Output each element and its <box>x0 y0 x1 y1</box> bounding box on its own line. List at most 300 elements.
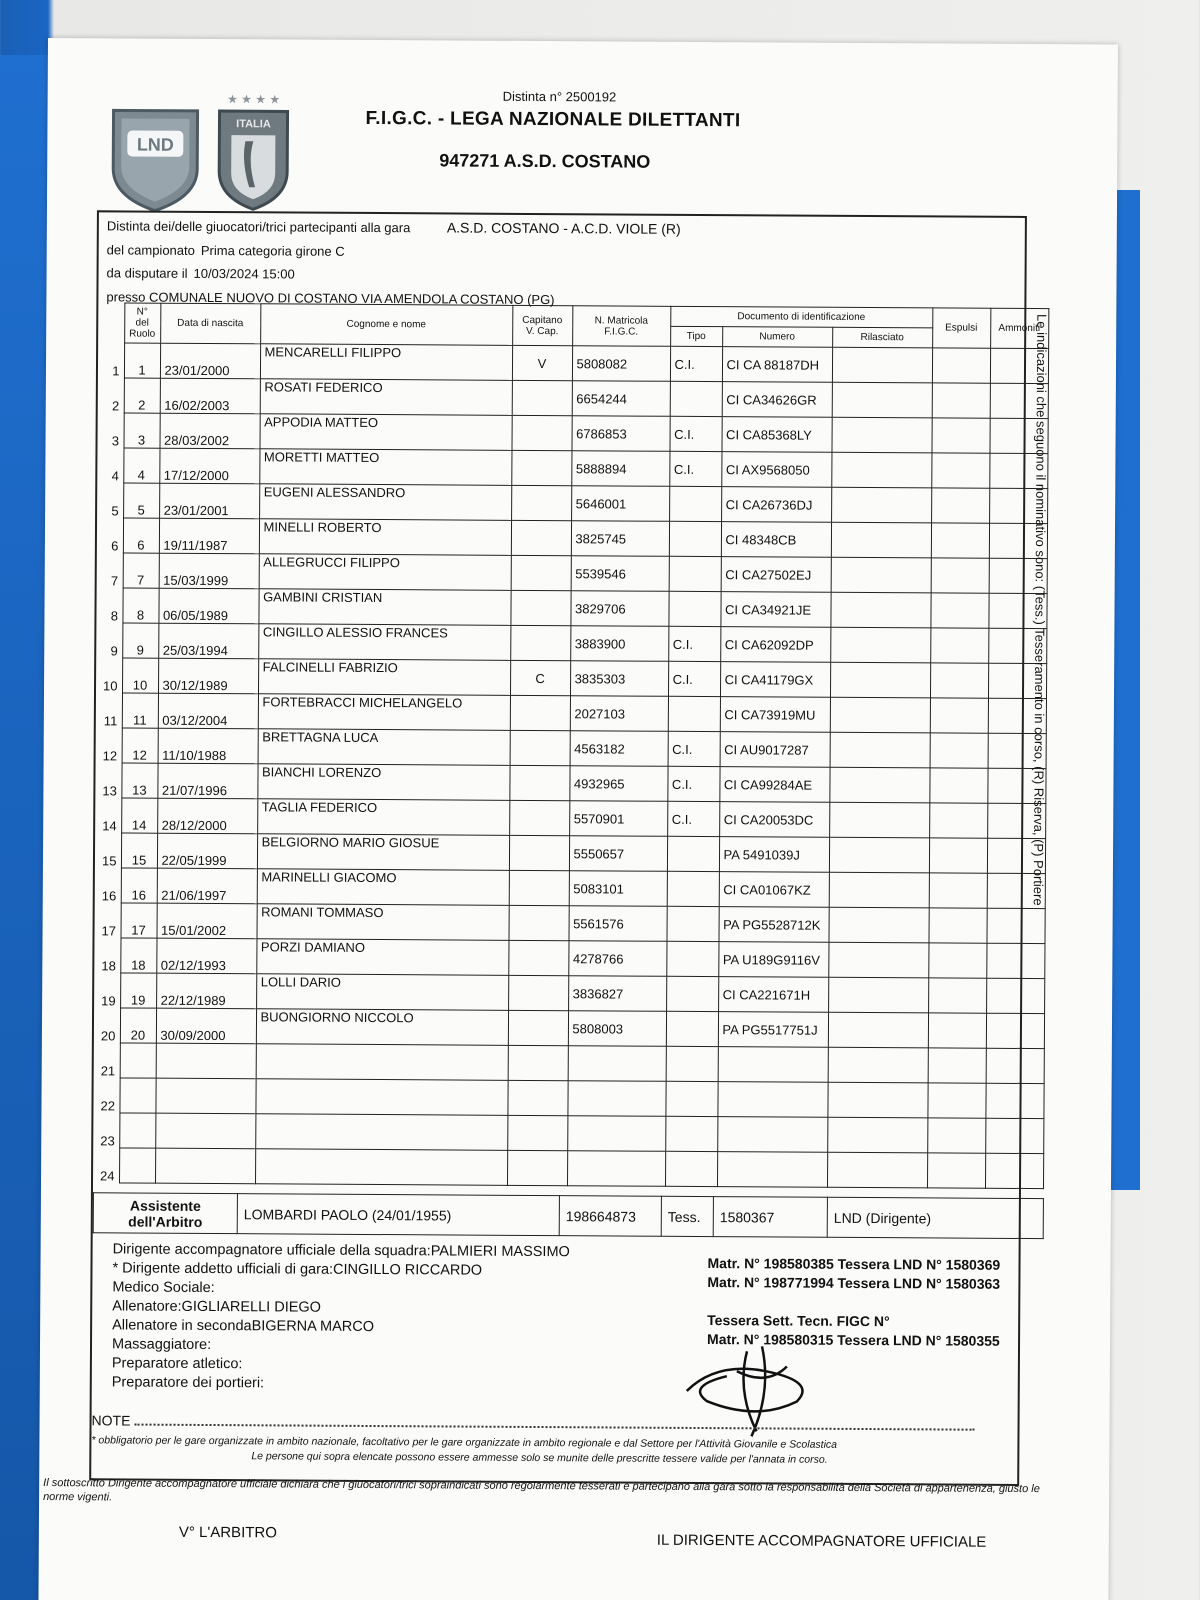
row-number: 23 <box>100 1132 115 1148</box>
rilasciato-cell <box>828 1047 928 1083</box>
ammoniti-cell <box>986 943 1044 978</box>
espulsi-cell <box>930 593 988 628</box>
rilasciato-cell <box>831 522 931 558</box>
dob-cell: 15/03/1999 <box>159 553 259 589</box>
numero-cell: CI CA 88187DH <box>722 347 832 383</box>
row-number: 19 <box>101 992 116 1008</box>
dob-cell <box>155 1078 255 1114</box>
matricola-cell: 4563182 <box>570 731 668 767</box>
espulsi-cell <box>928 978 986 1013</box>
staff-id-line: Matr. N° 198580385 Tessera LND N° 1580369 <box>707 1255 1001 1273</box>
dob-cell: 03/12/2004 <box>158 693 258 729</box>
espulsi-cell <box>928 943 986 978</box>
tipo-cell: C.I. <box>667 801 719 836</box>
ammoniti-cell <box>986 978 1044 1013</box>
matricola-cell: 3883900 <box>570 626 668 662</box>
captain-cell <box>509 835 569 870</box>
tipo-cell <box>666 906 718 941</box>
captain-cell <box>511 555 571 590</box>
tipo-cell: C.I. <box>668 731 720 766</box>
lnd-logo-icon <box>109 106 202 213</box>
numero-cell <box>718 1047 828 1083</box>
captain-cell <box>509 765 569 800</box>
name-cell: FALCINELLI FABRIZIO <box>258 659 510 696</box>
captain-cell <box>508 1045 568 1080</box>
captain-cell <box>509 800 569 835</box>
captain-cell <box>511 520 571 555</box>
tipo-cell <box>666 1046 718 1081</box>
numero-cell: CI AX9568050 <box>721 452 831 488</box>
ruolo-cell: 19 <box>120 973 156 1008</box>
row-number: 12 <box>102 747 118 763</box>
dob-cell: 16/02/2003 <box>160 378 260 414</box>
table-row <box>83 833 1045 874</box>
row-number: 17 <box>101 922 117 938</box>
championship: Prima categoria girone C <box>200 242 345 259</box>
name-cell: PORZI DAMIANO <box>256 939 508 976</box>
table-row <box>84 693 1046 734</box>
row-number: 16 <box>101 887 117 903</box>
row-number: 9 <box>110 642 118 658</box>
matricola-cell: 5570901 <box>569 801 667 837</box>
ruolo-cell: 11 <box>122 693 158 728</box>
col-ruolo: N° del Ruolo <box>124 303 160 343</box>
assistant-label <box>93 1193 237 1234</box>
rilasciato-cell <box>829 872 929 908</box>
assistant-tess: 1580367 <box>713 1197 827 1238</box>
dob-cell: 21/06/1997 <box>157 868 257 904</box>
name-cell: MENCARELLI FILIPPO <box>260 344 512 381</box>
tipo-cell <box>667 871 719 906</box>
espulsi-cell <box>930 628 988 663</box>
row-number: 11 <box>103 712 118 728</box>
matricola-cell: 6654244 <box>572 381 670 417</box>
row-number: 20 <box>100 1027 116 1043</box>
tipo-cell: C.I. <box>669 451 721 486</box>
svg-text:★ ★ ★ ★: ★ ★ ★ ★ <box>227 92 281 107</box>
tipo-cell <box>665 1116 717 1151</box>
ruolo-cell <box>119 1113 155 1148</box>
name-cell: ALLEGRUCCI FILIPPO <box>259 554 511 591</box>
staff-line: Medico Sociale: <box>112 1279 215 1297</box>
tipo-cell: C.I. <box>667 766 719 801</box>
match-name: A.S.D. COSTANO - A.C.D. VIOLE (R) <box>446 219 681 237</box>
row-number: 21 <box>100 1062 116 1078</box>
espulsi-cell <box>932 383 990 418</box>
matricola-cell: 3835303 <box>570 661 668 697</box>
table-row <box>84 728 1046 769</box>
dob-cell: 22/05/1999 <box>157 833 257 869</box>
table-row <box>84 658 1046 699</box>
captain-cell <box>511 415 571 450</box>
table-row <box>85 413 1047 454</box>
col-ammoniti: Ammoniti <box>990 308 1048 348</box>
numero-cell: CI CA62092DP <box>720 627 830 663</box>
numero-cell <box>717 1082 827 1118</box>
dob-cell <box>156 1043 256 1079</box>
ruolo-cell: 6 <box>123 518 159 553</box>
staff-list <box>112 1240 570 1395</box>
name-cell: BELGIORNO MARIO GIOSUE <box>257 834 509 871</box>
staff-line: Massaggiatore: <box>111 1336 212 1354</box>
numero-cell: CI CA26736DJ <box>721 487 831 523</box>
espulsi-cell <box>927 1153 985 1188</box>
dob-cell: 02/12/1993 <box>156 938 256 974</box>
ruolo-cell: 17 <box>121 903 157 938</box>
row-number: 10 <box>103 677 118 693</box>
matricola-cell: 5808003 <box>568 1011 666 1047</box>
numero-cell: PA PG5528712K <box>718 907 828 943</box>
assistant-row <box>93 1192 1043 1238</box>
dob-cell: 25/03/1994 <box>158 623 258 659</box>
matricola-cell <box>568 1046 666 1082</box>
espulsi-cell <box>931 523 989 558</box>
row-number: 2 <box>111 397 120 413</box>
table-row <box>84 623 1046 664</box>
dob-cell: 28/12/2000 <box>157 798 257 834</box>
row-number: 15 <box>101 852 117 868</box>
numero-cell: CI CA27502EJ <box>721 557 831 593</box>
vertical-legend: Le indicazioni che seguono il nominativo sono: (Tess.) Tesseramento in corso, (R) Riserva, (P) Portiere <box>1030 314 1050 906</box>
col-nascita: Data di nascita <box>160 303 260 344</box>
rilasciato-cell <box>831 417 931 453</box>
name-cell: APPODIA MATTEO <box>259 414 511 451</box>
rilasciato-cell <box>827 1117 927 1153</box>
espulsi-cell <box>927 1083 985 1118</box>
staff-line: * Dirigente addetto ufficiali di gara:CINGILLO RICCARDO <box>112 1260 483 1279</box>
tipo-cell <box>666 941 718 976</box>
club-title: 947271 A.S.D. COSTANO <box>439 150 651 172</box>
espulsi-cell <box>929 803 987 838</box>
name-cell: BUONGIORNO NICCOLO <box>256 1009 508 1046</box>
matricola-cell: 4278766 <box>568 941 666 977</box>
rilasciato-cell <box>832 347 932 383</box>
espulsi-cell <box>930 698 988 733</box>
matricola-cell: 3836827 <box>568 976 666 1012</box>
tipo-cell <box>669 521 721 556</box>
document-sheet <box>38 38 1118 1600</box>
rilasciato-cell <box>830 627 930 663</box>
tipo-cell: C.I. <box>669 416 721 451</box>
row-number: 3 <box>111 432 120 448</box>
info-line3-label: da disputare il <box>106 265 188 281</box>
rilasciato-cell <box>828 1012 928 1048</box>
staff-line: Preparatore dei portieri: <box>111 1374 265 1392</box>
row-number: 1 <box>112 362 120 378</box>
dob-cell: 19/11/1987 <box>159 518 259 554</box>
espulsi-cell <box>929 873 987 908</box>
note-line <box>92 1412 1022 1434</box>
name-cell: GAMBINI CRISTIAN <box>258 589 510 626</box>
row-number: 6 <box>111 537 119 553</box>
name-cell <box>255 1114 507 1151</box>
dob-cell: 11/10/1988 <box>158 728 258 764</box>
numero-cell: CI 48348CB <box>721 522 831 558</box>
rilasciato-cell <box>829 802 929 838</box>
matricola-cell: 5808082 <box>572 346 670 382</box>
dob-cell: 15/01/2002 <box>157 903 257 939</box>
name-cell: EUGENI ALESSANDRO <box>259 484 511 521</box>
matricola-cell: 5550657 <box>569 836 667 872</box>
col-tipo: Tipo <box>670 326 722 346</box>
captain-cell <box>511 485 571 520</box>
tipo-cell <box>665 1081 717 1116</box>
col-capitano: Capitano V. Cap. <box>512 305 572 345</box>
name-cell <box>256 1044 508 1081</box>
rilasciato-cell <box>832 382 932 418</box>
tipo-cell <box>666 976 718 1011</box>
matricola-cell: 5539546 <box>571 556 669 592</box>
distinta-number: Distinta n° 2500192 <box>502 88 617 105</box>
rownum-header <box>86 303 124 323</box>
col-espulsi: Espulsi <box>932 308 990 348</box>
rilasciato-cell <box>831 557 931 593</box>
match-date: 10/03/2024 15:00 <box>193 265 295 282</box>
matricola-cell <box>567 1151 665 1187</box>
captain-cell <box>508 905 568 940</box>
numero-cell: CI CA85368LY <box>721 417 831 453</box>
name-cell: MORETTI MATTEO <box>259 449 511 486</box>
staff-line: Allenatore in secondaBIGERNA MARCO <box>112 1317 375 1336</box>
rilasciato-cell <box>829 837 929 873</box>
assistant-label-2: dell'Arbitro <box>128 1213 203 1230</box>
matricola-cell <box>567 1081 665 1117</box>
row-number: 7 <box>110 572 119 588</box>
ruolo-cell: 15 <box>121 833 157 868</box>
name-cell: BRETTAGNA LUCA <box>258 729 510 766</box>
svg-text:ITALIA: ITALIA <box>236 118 271 131</box>
captain-cell <box>508 1010 568 1045</box>
roster-table <box>81 302 1049 1189</box>
numero-cell: CI CA01067KZ <box>719 872 829 908</box>
row-number: 5 <box>111 502 119 518</box>
espulsi-cell <box>931 453 989 488</box>
table-row <box>82 1043 1044 1084</box>
captain-cell <box>510 730 570 765</box>
matricola-cell: 5646001 <box>571 486 669 522</box>
captain-cell <box>507 1150 567 1185</box>
table-row <box>81 1078 1043 1119</box>
assistant-label-1: Assistente <box>129 1197 201 1214</box>
ruolo-cell: 20 <box>120 1008 156 1043</box>
staff-line: Allenatore:GIGLIARELLI DIEGO <box>112 1298 322 1316</box>
rilasciato-cell <box>830 592 930 628</box>
fine-print-1: * obbligatorio per le gare organizzate in ambito nazionale, facoltativo per le gare organizzate in ambito regionale e dal Settore per l'Attività Giovanile e Scolastica <box>91 1434 838 1451</box>
tipo-cell <box>669 556 721 591</box>
ruolo-cell: 18 <box>120 938 156 973</box>
assistant-table <box>93 1192 1044 1239</box>
ruolo-cell: 14 <box>121 798 157 833</box>
matricola-cell: 5083101 <box>569 871 667 907</box>
table-row <box>85 448 1047 489</box>
espulsi-cell <box>929 908 987 943</box>
row-number: 14 <box>102 817 117 833</box>
name-cell: ROMANI TOMMASO <box>257 904 509 941</box>
staff-id-line: Matr. N° 198580315 Tessera LND N° 1580355 <box>707 1330 1000 1349</box>
tipo-cell <box>668 696 720 731</box>
fine-print-2: Le persone qui sopra elencate possono essere ammesse solo se munite delle prescritte tessere valide per l'annata in corso. <box>251 1450 828 1466</box>
info-line1-label: Distinta dei/delle giuocatori/trici partecipanti alla gara <box>106 218 411 236</box>
assistant-matr: 198664873 <box>559 1196 661 1237</box>
captain-cell <box>508 940 568 975</box>
captain-cell <box>508 975 568 1010</box>
espulsi-cell <box>932 418 990 453</box>
table-row <box>82 1008 1044 1049</box>
dob-cell: 23/01/2000 <box>160 343 260 379</box>
captain-cell <box>507 1080 567 1115</box>
espulsi-cell <box>928 1013 986 1048</box>
numero-cell: CI CA20053DC <box>719 802 829 838</box>
director-signature-label: IL DIRIGENTE ACCOMPAGNATORE UFFICIALE <box>656 1531 987 1551</box>
name-cell <box>255 1149 507 1186</box>
tipo-cell: C.I. <box>670 346 722 381</box>
numero-cell: CI CA41179GX <box>720 662 830 698</box>
name-cell: FORTEBRACCI MICHELANGELO <box>258 694 510 731</box>
ruolo-cell: 3 <box>123 413 159 448</box>
col-matricola: N. Matricola F.I.G.C. <box>572 306 670 347</box>
numero-cell: CI CA99284AE <box>719 767 829 803</box>
captain-cell: V <box>512 345 572 380</box>
captain-cell <box>507 1115 567 1150</box>
espulsi-cell <box>927 1118 985 1153</box>
tipo-cell <box>670 381 722 416</box>
tipo-cell <box>669 486 721 521</box>
staff-line: Preparatore atletico: <box>111 1355 243 1373</box>
name-cell: MINELLI ROBERTO <box>259 519 511 556</box>
row-number: 8 <box>110 607 119 623</box>
numero-cell: CI AU9017287 <box>720 732 830 768</box>
ruolo-cell: 5 <box>123 483 159 518</box>
rilasciato-cell <box>827 1152 927 1188</box>
name-cell: LOLLI DARIO <box>256 974 508 1011</box>
match-info <box>106 214 1007 313</box>
matricola-cell: 4932965 <box>569 766 667 802</box>
numero-cell: CI CA221671H <box>718 977 828 1013</box>
dob-cell <box>155 1113 255 1149</box>
captain-cell <box>512 380 572 415</box>
matricola-cell: 5888894 <box>571 451 669 487</box>
rilasciato-cell <box>830 662 930 698</box>
rilasciato-cell <box>831 487 931 523</box>
row-number: 24 <box>100 1167 115 1183</box>
col-numero: Numero <box>722 327 832 348</box>
ruolo-cell: 9 <box>122 623 158 658</box>
rownum-header-2 <box>86 323 124 343</box>
espulsi-cell <box>928 1048 986 1083</box>
table-row <box>86 378 1048 419</box>
col-documento: Documento di identificazione <box>670 306 932 328</box>
table-row <box>85 518 1047 559</box>
table-row <box>82 938 1044 979</box>
col-nome: Cognome e nome <box>260 304 512 346</box>
tipo-cell <box>667 836 719 871</box>
table-row <box>84 588 1046 629</box>
svg-text:LND: LND <box>136 134 174 155</box>
numero-cell: PA 5491039J <box>719 837 829 873</box>
name-cell: ROSATI FEDERICO <box>260 379 512 416</box>
staff-line: Dirigente accompagnatore ufficiale della squadra:PALMIERI MASSIMO <box>112 1241 570 1261</box>
dob-cell: 17/12/2000 <box>159 448 259 484</box>
table-row <box>86 343 1048 384</box>
rilasciato-cell <box>828 977 928 1013</box>
name-cell: BIANCHI LORENZO <box>257 764 509 801</box>
matricola-cell: 3825745 <box>571 521 669 557</box>
dob-cell: 30/12/1989 <box>158 658 258 694</box>
tipo-cell <box>666 1011 718 1046</box>
numero-cell <box>717 1117 827 1153</box>
tipo-cell <box>668 591 720 626</box>
ruolo-cell: 4 <box>123 448 159 483</box>
row-number: 13 <box>102 782 117 798</box>
captain-cell <box>509 870 569 905</box>
name-cell <box>255 1079 507 1116</box>
venue: COMUNALE NUOVO DI COSTANO VIA AMENDOLA COSTANO (PG) <box>149 289 555 307</box>
espulsi-cell <box>930 733 988 768</box>
table-row <box>82 973 1044 1014</box>
col-rilasciato: Rilasciato <box>832 327 932 348</box>
document-header <box>47 38 1118 215</box>
ruolo-cell <box>119 1078 155 1113</box>
numero-cell <box>717 1152 827 1188</box>
ruolo-cell <box>120 1043 156 1078</box>
dob-cell: 30/09/2000 <box>156 1008 256 1044</box>
matricola-cell: 6786853 <box>571 416 669 452</box>
info-line4-label: presso <box>106 288 146 305</box>
ammoniti-cell <box>986 1013 1044 1048</box>
note-label: NOTE <box>91 1412 131 1429</box>
captain-cell <box>511 450 571 485</box>
captain-cell <box>510 625 570 660</box>
italia-logo-icon <box>215 91 292 211</box>
espulsi-cell <box>930 663 988 698</box>
rilasciato-cell <box>827 1082 927 1118</box>
matricola-cell: 2027103 <box>570 696 668 732</box>
info-line2-label: del campionato <box>106 241 195 258</box>
assistant-tess-label: Tess. <box>661 1196 713 1236</box>
name-cell: MARINELLI GIACOMO <box>257 869 509 906</box>
table-row <box>81 1148 1043 1189</box>
assistant-name: LOMBARDI PAOLO (24/01/1955) <box>237 1194 559 1236</box>
row-number: 4 <box>111 467 119 483</box>
matricola-cell: 5561576 <box>568 906 666 942</box>
table-row <box>83 763 1045 804</box>
table-row <box>83 868 1045 909</box>
staff-gap <box>707 1291 1000 1313</box>
rilasciato-cell <box>830 732 930 768</box>
note-dots <box>134 1424 974 1431</box>
tipo-cell: C.I. <box>668 626 720 661</box>
captain-cell <box>510 590 570 625</box>
referee-signature-label: V° L'ARBITRO <box>178 1523 277 1542</box>
dob-cell <box>155 1148 255 1184</box>
dob-cell: 22/12/1989 <box>156 973 256 1009</box>
espulsi-cell <box>931 558 989 593</box>
rilasciato-cell <box>831 452 931 488</box>
rilasciato-cell <box>830 697 930 733</box>
table-row <box>83 903 1045 944</box>
numero-cell: CI CA34626GR <box>722 382 832 418</box>
league-title: F.I.G.C. - LEGA NAZIONALE DILETTANTI <box>365 107 741 132</box>
ruolo-cell: 16 <box>121 868 157 903</box>
table-row <box>85 483 1047 524</box>
rilasciato-cell <box>829 767 929 803</box>
captain-cell: C <box>510 660 570 695</box>
ruolo-cell: 7 <box>123 553 159 588</box>
numero-cell: CI CA34921JE <box>720 592 830 628</box>
captain-cell <box>510 695 570 730</box>
ruolo-cell: 12 <box>122 728 158 763</box>
dob-cell: 23/01/2001 <box>159 483 259 519</box>
